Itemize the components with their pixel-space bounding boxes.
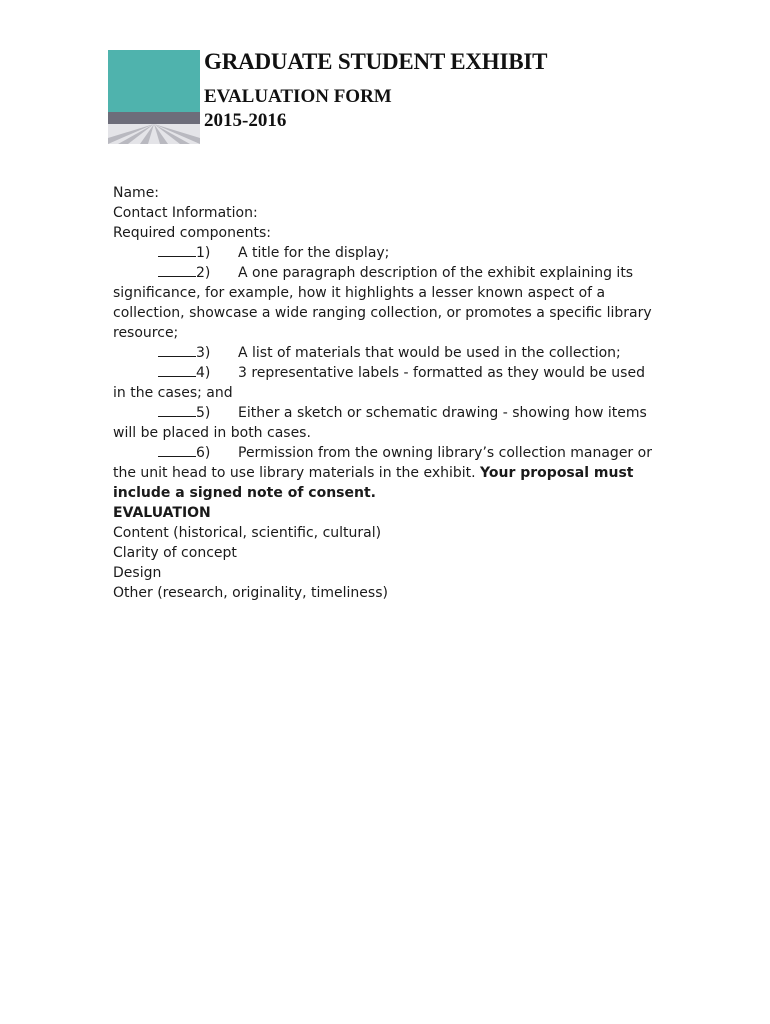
checkbox-blank[interactable] — [158, 244, 196, 257]
criterion-content: Content (historical, scientific, cultural) — [113, 525, 382, 541]
component-item-4 — [113, 363, 658, 403]
component-number: 5) — [196, 405, 211, 421]
component-number: 3) — [196, 345, 211, 361]
component-text: A one paragraph description of the exhibit explaining its significance, for example, how it highlights a lesser known aspect of a collection, showcase a wide ranging collection, or promotes a specific library resource; — [113, 265, 652, 341]
consent-note: Your proposal must include a signed note of consent. — [113, 465, 634, 501]
component-item-1 — [113, 243, 658, 263]
contact-label: Contact Information: — [113, 205, 258, 221]
logo-band — [108, 112, 200, 124]
page-subtitle: EVALUATION FORM — [204, 86, 392, 107]
checkbox-blank[interactable] — [158, 404, 196, 417]
component-text: 3 representative labels - formatted as they would be used in the cases; and — [113, 365, 645, 401]
criterion-design: Design — [113, 565, 162, 581]
logo-teal-block — [108, 50, 200, 112]
form-body — [113, 183, 658, 603]
checkbox-blank[interactable] — [158, 344, 196, 357]
logo-graphic — [108, 50, 200, 144]
component-text: A title for the display; — [238, 245, 390, 261]
component-text: Permission from the owning library’s collection manager or the unit head to use library materials in the exhibit. — [113, 445, 652, 481]
component-item-6 — [113, 443, 658, 503]
component-item-3 — [113, 343, 658, 363]
checkbox-blank[interactable] — [158, 364, 196, 377]
logo — [108, 50, 200, 144]
page-title: GRADUATE STUDENT EXHIBIT — [204, 49, 548, 74]
page-year: 2015-2016 — [204, 110, 287, 131]
checkbox-blank[interactable] — [158, 264, 196, 277]
checkbox-blank[interactable] — [158, 444, 196, 457]
required-label: Required components: — [113, 225, 271, 241]
name-label: Name: — [113, 185, 160, 201]
component-number: 2) — [196, 265, 211, 281]
component-number: 6) — [196, 445, 211, 461]
title-block — [204, 48, 547, 133]
criterion-clarity: Clarity of concept — [113, 545, 237, 561]
criterion-other: Other (research, originality, timeliness) — [113, 585, 388, 601]
evaluation-heading: EVALUATION — [113, 505, 211, 521]
component-item-5 — [113, 403, 658, 443]
component-item-2 — [113, 263, 658, 343]
component-number: 1) — [196, 245, 211, 261]
component-text: Either a sketch or schematic drawing - showing how items will be placed in both cases. — [113, 405, 647, 441]
component-number: 4) — [196, 365, 211, 381]
component-text: A list of materials that would be used in the collection; — [238, 345, 621, 361]
